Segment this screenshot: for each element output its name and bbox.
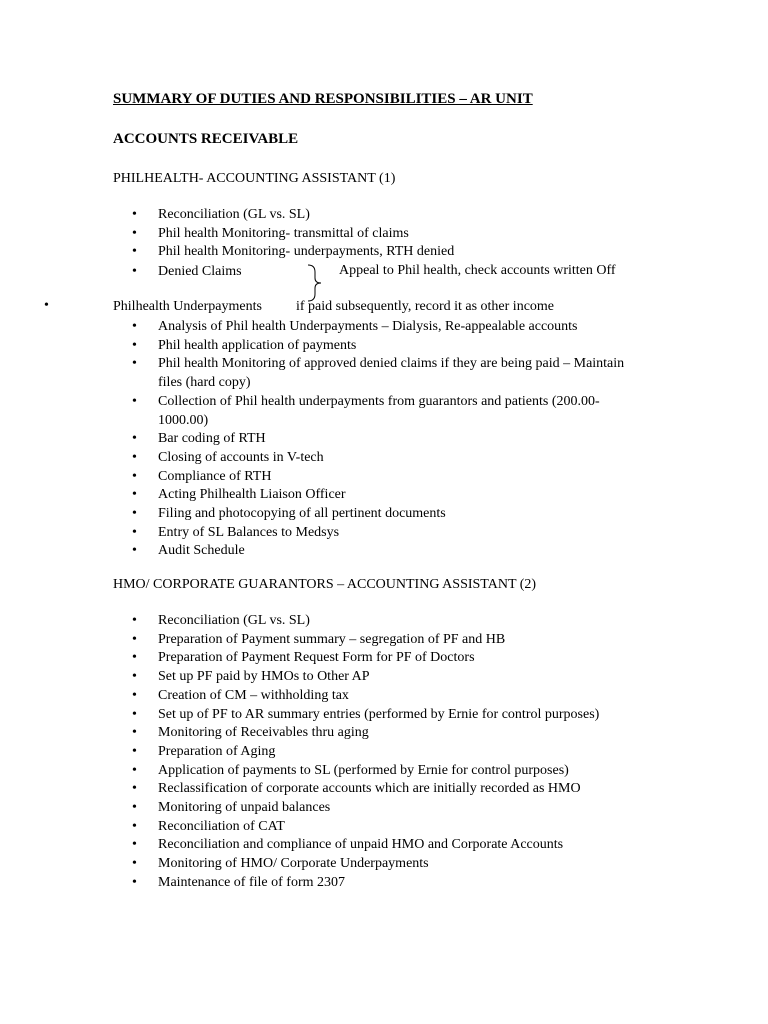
denied-claims-note: Appeal to Phil health, check accounts written Off [339,263,616,278]
list-item: • Preparation of Payment Request Form for PF of Doctors [158,649,638,668]
list-item: • Application of payments to SL (performed by Ernie for control purposes) [158,762,638,781]
philhealth-heading: PHILHEALTH- ACCOUNTING ASSISTANT (1) [113,171,396,186]
list-item: • Reconciliation (GL vs. SL) [158,612,638,631]
list-item: • Collection of Phil health underpayments from guarantors and patients (200.00-1000.00) [158,393,638,430]
list-item: • Bar coding of RTH [158,430,638,449]
hmo-list [158,612,638,893]
list-item: • Preparation of Aging [158,743,638,762]
list-item: • Filing and photocopying of all pertinent documents [158,505,638,524]
hmo-heading: HMO/ CORPORATE GUARANTORS – ACCOUNTING ASSISTANT (2) [113,577,537,592]
bullet-icon: • [44,298,49,313]
list-item: • Reconciliation of CAT [158,818,638,837]
list-item: • Closing of accounts in V-tech [158,449,638,468]
brace-icon [306,264,324,302]
document-title: SUMMARY OF DUTIES AND RESPONSIBILITIES – AR UNIT [113,91,533,107]
list-item: • Reconciliation and compliance of unpaid HMO and Corporate Accounts [158,836,638,855]
list-item: • Phil health Monitoring- transmittal of claims [158,225,638,244]
list-item: • Audit Schedule [158,542,638,561]
list-item: • Monitoring of unpaid balances [158,799,638,818]
list-item: • Monitoring of Receivables thru aging [158,724,638,743]
underpayments-label: Philhealth Underpayments [113,299,262,314]
list-item: • Maintenance of file of form 2307 [158,874,638,893]
list-item: • Phil health Monitoring of approved denied claims if they are being paid – Maintain files (hard copy) [158,355,638,392]
list-item: • Reconciliation (GL vs. SL) [158,206,638,225]
list-item: • Set up of PF to AR summary entries (performed by Ernie for control purposes) [158,706,638,725]
list-item: • Entry of SL Balances to Medsys [158,524,638,543]
list-item: • Phil health application of payments [158,337,638,356]
denied-claims-item: • Denied Claims [158,263,242,281]
list-item: • Reclassification of corporate accounts which are initially recorded as HMO [158,780,638,799]
list-item: • Phil health Monitoring- underpayments, RTH denied [158,243,638,262]
list-item: • Creation of CM – withholding tax [158,687,638,706]
list-item: • Monitoring of HMO/ Corporate Underpayments [158,855,638,874]
list-item: • Set up PF paid by HMOs to Other AP [158,668,638,687]
philhealth-list-2 [158,318,638,561]
underpayments-note: if paid subsequently, record it as other income [296,299,555,314]
list-item: • Compliance of RTH [158,468,638,487]
list-item: • Analysis of Phil health Underpayments – Dialysis, Re-appealable accounts [158,318,638,337]
section-title-accounts-receivable: ACCOUNTS RECEIVABLE [113,131,299,147]
list-item: • Acting Philhealth Liaison Officer [158,486,638,505]
philhealth-list [158,206,638,262]
list-item: • Preparation of Payment summary – segregation of PF and HB [158,631,638,650]
